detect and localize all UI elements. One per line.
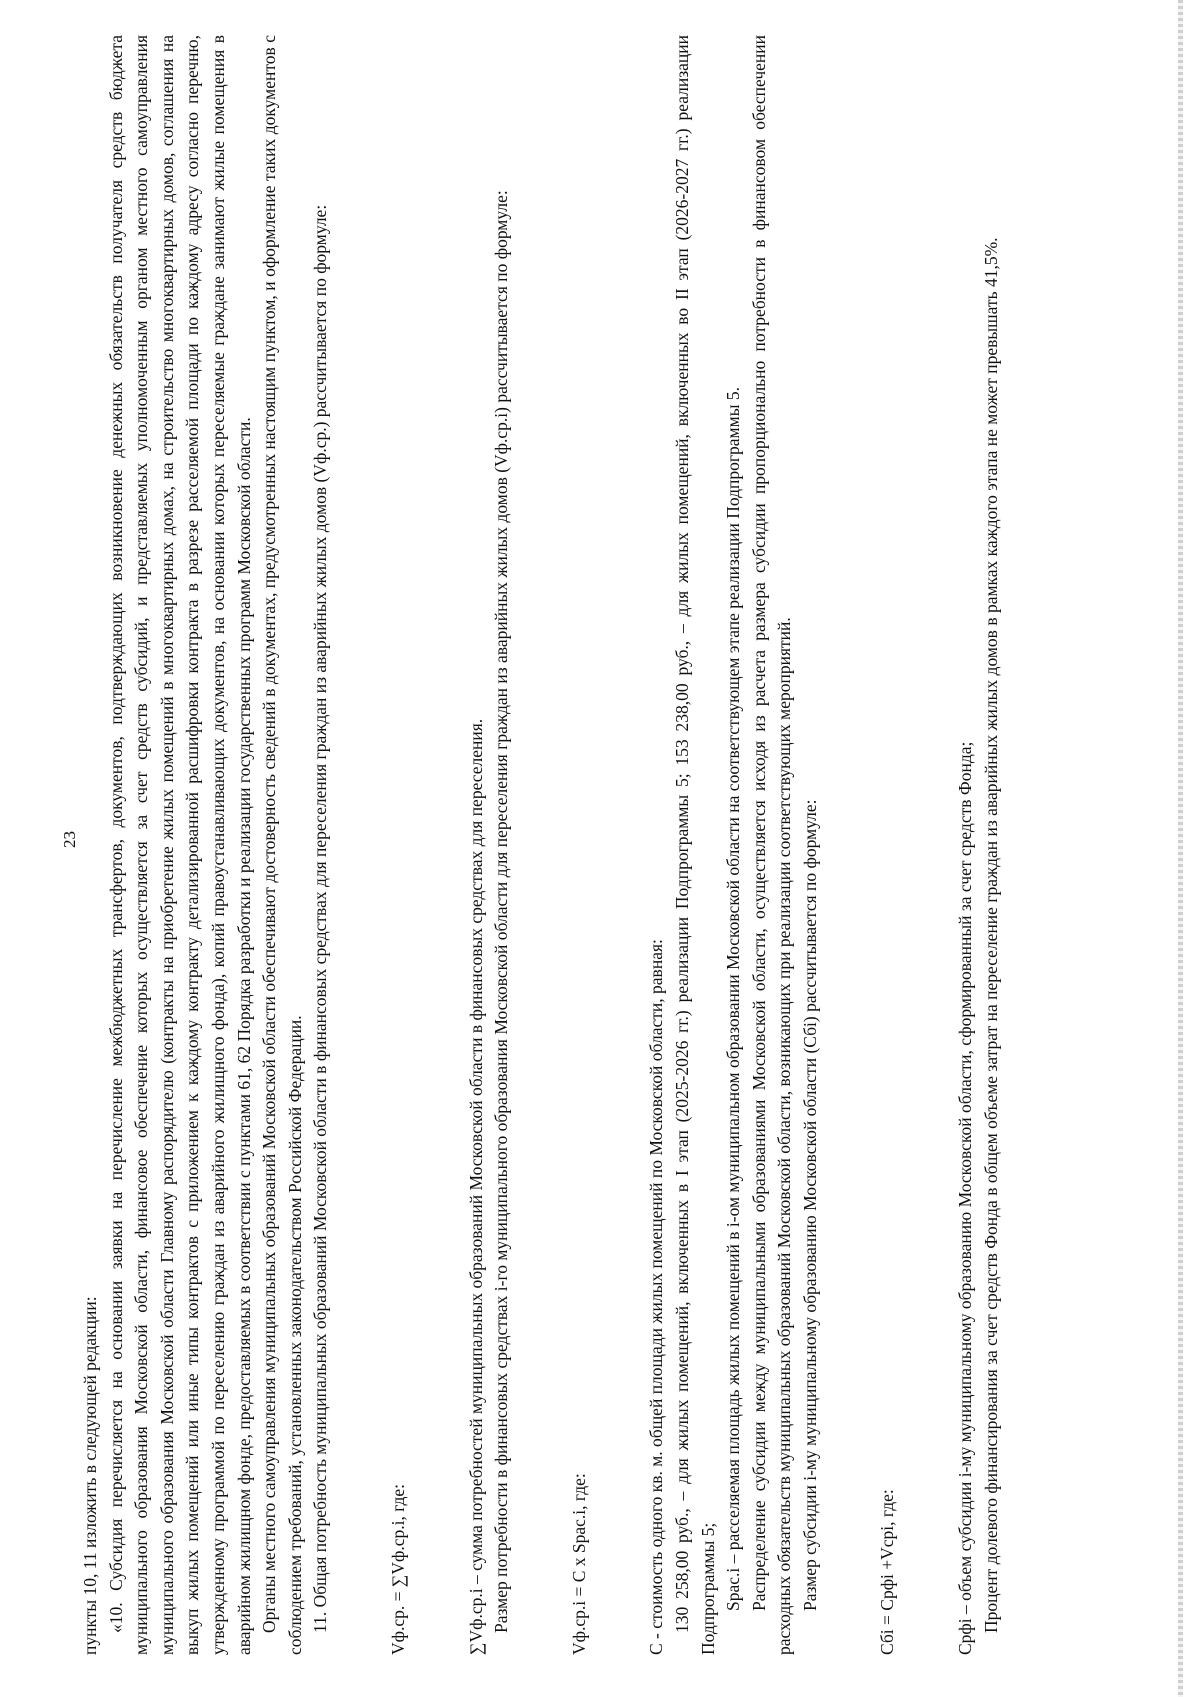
paragraph-11: 11. Общая потребность муниципальных образований Московской области в финансовых средствах для переселения граждан из аварийных жилых домов (Vф.ср.) рассчитывается по формуле: (310, 204, 331, 1633)
paragraph-percent: Процент долевого финансирования за счет средств Фонда в общем объеме затрат на переселение граждан из аварийных жилых домов в рамках каждого этапа не может превышать 41,5%. (980, 237, 1001, 1633)
paragraph-distribution: Распределение субсидии между муниципальными образованиями Московской области, осуществляется исходя из расчета размера субсидии пропорционально потребности в финансовом обеспечении расходных обязательств муниципальных образований Московской области, возникающих при реализации соответствующих мероприятий. (748, 35, 795, 1655)
scan-edge (1178, 0, 1183, 1697)
formula-total: Vф.ср. = ∑Vф.ср.i, где: (387, 1483, 408, 1655)
intro-paragraph: пункты 10, 11 изложить в следующей редакции: (80, 1296, 100, 1655)
formula-need: Vф.ср.i = C x Spac.i, где: (568, 1473, 589, 1655)
page-number: 23 (60, 831, 79, 848)
paragraph-subsidy-size: Размер субсидии i-му муниципальному образованию Московской области (Сбi) рассчитывается по формуле: (799, 799, 820, 1611)
definition-sum: ∑Vф.ср.i – сумма потребностей муниципальных образований Московской области в финансовых средствах для переселения. (465, 718, 486, 1655)
paragraph-organs: Органы местного самоуправления муниципальных образований Московской области обеспечивают достоверность сведений в документах, предусмотренных настоящим пунктом, и оформление таких документов с соблюдением требований, установленных законодательством Российской Федерации. (259, 35, 305, 1655)
paragraph-prices: 130 258,00 руб., – для жилых помещений, включенных в I этап (2025-2026 гг.) реализации Подпрограммы 5; 153 238,00 руб., – для жилых помещений, включенных во II этап (2026-2027 гг.) реализации Подпрограммы 5; (671, 35, 718, 1655)
formula-subsidy: Сбi = Cрфi +Vсрi, где: (877, 1489, 898, 1655)
definition-fund: Cрфi – объем субсидии i-му муниципальному образованию Московской области, сформированный за счет средств Фонда; (955, 741, 976, 1655)
document-body (78, 35, 1004, 1655)
paragraph-10: «10. Субсидия перечисляется на основании заявки на перечисление межбюджетных трансфертов, документов, подтверждающих возникновение денежных обязательств получателя средств бюджета муниципального образования Московской области, финансовое обеспечение которых осуществляется за счет средств субсидий, и представляемых уполномоченным органом местного самоуправления муниципального образования Московской области Главному распорядителю (контракты на приобретение жилых помещений в многоквартирных домах, на строительство многоквартирных домов, соглашения на выкуп жилых помещений или иные типы контрактов с приложением к каждому контракту детализированной расшифровки контракта в разрезе расселяемой площади по каждому адресу согласно перечню, утвержденному программой по переселению граждан из аварийного жилищного фонда), копий правоустанавливающих документов, на основании которых переселяемые граждане занимают жилые помещения в аварийном жилищном фонде, предоставляемых в соответствии с пунктами 61, 62 Порядка разработки и реализации государственных программ Московской области. (105, 35, 254, 1655)
definition-area: Spac.i – расселяемая площадь жилых помещений в i-ом муниципальном образовании Московской области на соответствующем этапе реализации Подпрограммы 5. (723, 387, 744, 1611)
paragraph-need: Размер потребности в финансовых средствах i-го муниципального образования Московской области для переселения граждан из аварийных жилых домов (Vф.ср.i) рассчитывается по формуле: (491, 190, 512, 1633)
definition-cost: C - стоимость одного кв. м. общей площади жилых помещений по Московской области, равная: (646, 939, 667, 1655)
rotated-content (78, 35, 1158, 1655)
